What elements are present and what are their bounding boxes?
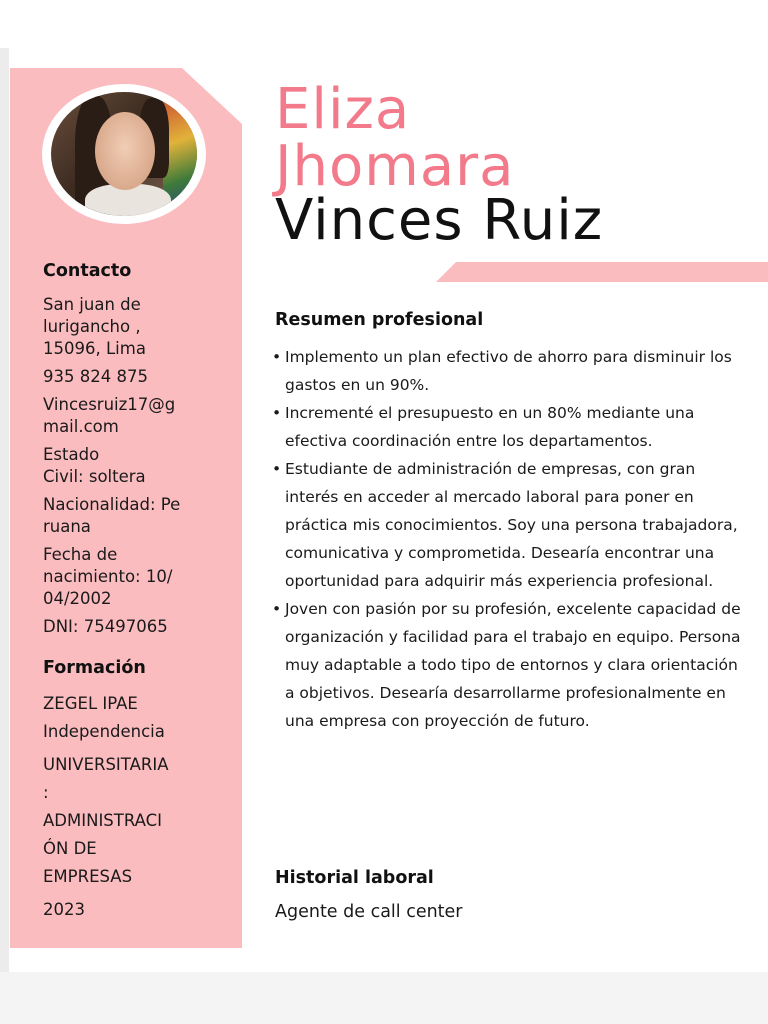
summary-item: • Implemento un plan efectivo de ahorro para disminuir los gastos en un 90%. [272, 343, 752, 399]
page-bottom-margin [0, 972, 768, 1024]
name-first: Eliza [275, 77, 411, 142]
education-heading: Formación [43, 658, 146, 678]
education-degree: UNIVERSITARIA : ADMINISTRACI ÓN DE EMPRESAS [43, 755, 169, 886]
education-details [43, 690, 218, 929]
contact-dni: DNI: 75497065 [43, 617, 168, 636]
summary-item: • Incrementé el presupuesto en un 80% mediante una efectiva coordinación entre los departamentos. [272, 399, 752, 455]
summary-item: • Estudiante de administración de empresas, con gran interés en acceder al mercado laboral para poner en práctica mis conocimientos. Soy una persona trabajadora, comunicativa y comprometida. Desearía encontrar una oportunidad para adquirir más experiencia profesional. [272, 455, 752, 595]
summary-item: • Joven con pasión por su profesión, excelente capacidad de organización y facilidad para el trabajo en equipo. Persona muy adaptable a todo tipo de entornos y clara orientación a objetivos. Desearía desarrollarme profesionalmente en una empresa con proyección de futuro. [272, 595, 752, 735]
profile-photo [42, 84, 206, 224]
name-middle: Jhomara [275, 134, 515, 199]
summary-heading: Resumen profesional [275, 310, 484, 330]
work-history-heading: Historial laboral [275, 868, 434, 888]
contact-email: Vincesruiz17@g mail.com [43, 395, 176, 436]
name-last: Vinces Ruiz [275, 188, 604, 253]
contact-details [43, 294, 218, 644]
education-year: 2023 [43, 900, 85, 919]
education-institution: ZEGEL IPAE Independencia [43, 694, 165, 741]
accent-bar [436, 262, 768, 282]
summary-list [272, 343, 752, 735]
profile-photo-image [51, 92, 197, 216]
contact-heading: Contacto [43, 261, 132, 281]
contact-nationality: Nacionalidad: Pe ruana [43, 495, 181, 536]
contact-address: San juan de lurigancho , 15096, Lima [43, 295, 146, 358]
contact-birthdate: Fecha de nacimiento: 10/ 04/2002 [43, 545, 173, 608]
work-history-job: Agente de call center [275, 902, 463, 922]
contact-phone: 935 824 875 [43, 367, 148, 386]
contact-civil-status: Estado Civil: soltera [43, 445, 146, 486]
